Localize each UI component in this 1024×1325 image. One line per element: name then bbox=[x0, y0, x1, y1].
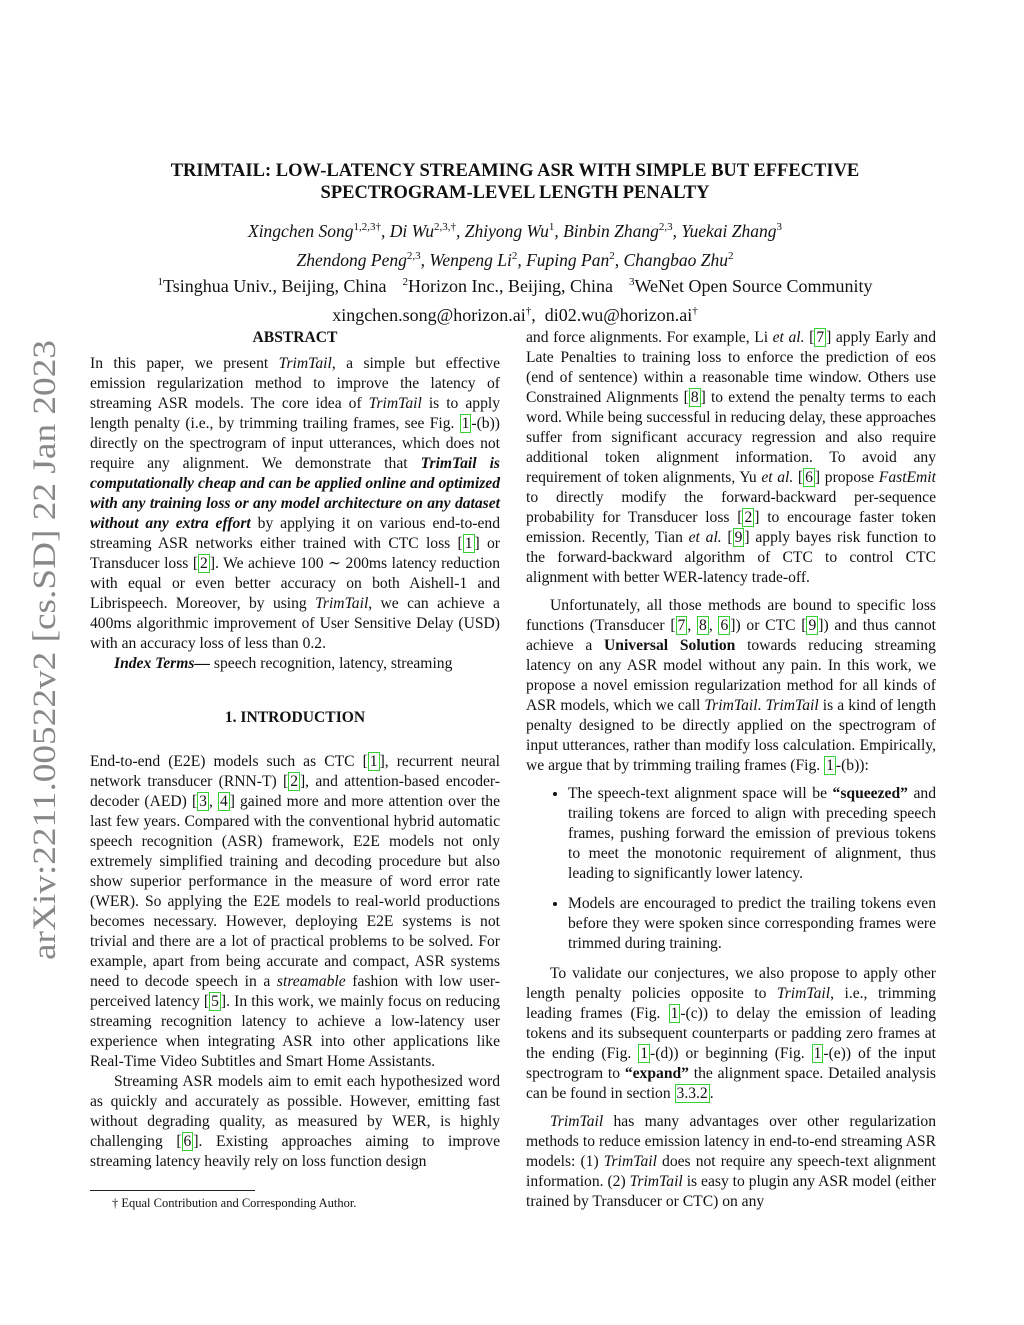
title-line-1: TRIMTAIL: LOW-LATENCY STREAMING ASR WITH SIMPLE BUT EFFECTIVE bbox=[170, 161, 860, 181]
author-name: Zhiyong Wu bbox=[464, 220, 549, 241]
section-ref[interactable]: 3.3.2 bbox=[676, 1085, 708, 1102]
author-name: Wenpeng Li bbox=[429, 249, 512, 270]
abstract-text: In this paper, we present TrimTail, a simple but effective emission regularization method to improve the latency of streaming ASR models. The core idea of TrimTail is to apply length penalty (i.e., by trimming trailing frames, see Fig. 1 -(b)) directly on the spectrogram of input utterances, which does not require any alignment. We demonstrate that TrimTail is computationally cheap and can be applied online and optimized with any training loss or any model architecture on any dataset without any extra effort by applying it on various end-to-end streaming ASR networks either trained with CTC loss [ 1 ] or Transducer loss [ 2 ]. We achieve 100 ∼ 200ms latency reduction with equal or even better accuracy on both Aishell-1 and Librispeech. Moreover, by using TrimTail, we can achieve a 400ms algorithmic improvement of User Sensitive Delay (USD) with an accuracy loss of less than 0.2. bbox=[90, 355, 501, 652]
intro-heading: 1. INTRODUCTION bbox=[224, 709, 366, 726]
affiliation-tsinghua: Tsinghua Univ., Beijing, China bbox=[162, 276, 387, 296]
author-sup: 3 bbox=[776, 221, 782, 233]
citation-link[interactable]: 8 bbox=[699, 617, 707, 634]
intro-paragraph-1: End-to-end (E2E) models such as CTC [ 1 ], recurrent neural network transducer (RNN-T) [ 2 ], and attention-based encoder-decoder (AED) [ 3 , 4 ] gained more and more attention over the last few years. Compared with the conventional hybrid automatic speech recognition (ASR) framework, E2E models not only extremely simplified training and decoding procedure but also show superior performance in the measure of word error rate (WER). So applying the E2E models to real-world productions becomes necessary. However, deploying E2E systems is not trivial and there are a lot of practical problems to be solved. For example, apart from being accurate and compact, ASR systems need to decode speech in a streamable fashion with low user-perceived latency [ 5 ]. In this work, we mainly focus on reducing streaming recognition latency to achieve a low-latency user experience when integrating ASR into other applications like Real-Time Video Subtitles and Smart Home Assistants. bbox=[90, 753, 501, 1070]
right-paragraph-4: TrimTail has many advantages over other regularization methods to reduce emission latency in end-to-end streaming ASR models: (1) TrimTail does not require any speech-text alignment information. (2) TrimTail is easy to plugin any ASR model (either trained by Transducer or CTC) on any bbox=[526, 1113, 937, 1210]
figure-ref[interactable]: 1 bbox=[461, 415, 470, 432]
citation-link[interactable]: 6 bbox=[805, 469, 813, 486]
author-sup: 2,3 bbox=[658, 221, 673, 233]
affil-sup: 2 bbox=[402, 276, 409, 288]
affiliation-line bbox=[90, 270, 940, 299]
citation-link[interactable]: 2 bbox=[290, 773, 298, 790]
affiliations bbox=[90, 270, 940, 328]
figure-ref[interactable]: 1 bbox=[640, 1045, 648, 1062]
author-name: Xingchen Song bbox=[248, 220, 354, 241]
right-paragraph-2: Unfortunately, all those methods are bound to specific loss functions (Transducer [ 7 , 8 , 6 ]) or CTC [ 9 ]) and thus cannot achieve a Universal Solution towards reducing streaming latency on any ASR model without any pain. In this work, we propose a novel emission regularization method for all kinds of ASR models, which we call TrimTail. TrimTail is a kind of length penalty designed to be directly applied on the spectrogram of input utterances, rather than modify loss calculation. Empirically, we argue that by trimming trailing frames (Fig. 1 -(b)): bbox=[526, 597, 937, 774]
figure-ref[interactable]: 1 bbox=[826, 757, 834, 774]
intro-paragraph-2: Streaming ASR models aim to emit each hypothesized word as quickly and accurately as possible. However, emitting fast without degrading quality, as measured by WER, is highly challenging [ 6 ]. Existing approaches aiming to improve streaming latency heavily rely on loss function design bbox=[90, 1073, 500, 1170]
author-sup: 2,3,† bbox=[433, 221, 456, 233]
email-link[interactable]: di02.wu@horizon.ai bbox=[544, 305, 693, 325]
citation-link[interactable]: 2 bbox=[744, 509, 753, 526]
author-name: Di Wu bbox=[389, 220, 434, 241]
author-sup: 1,2,3† bbox=[353, 221, 381, 233]
authors-line-2: Zhendong Peng$^{2,3}$, Wenpeng Li$^2$, Fuping Pan$^2$, Changbao Zhu$^2$ bbox=[296, 249, 734, 270]
author-name: Binbin Zhang bbox=[563, 220, 659, 241]
citation-link[interactable]: 3 bbox=[199, 793, 207, 810]
email-link[interactable]: xingchen.song@horizon.ai bbox=[332, 305, 526, 325]
citation-link[interactable]: 5 bbox=[211, 993, 219, 1010]
author-sup: 2 bbox=[511, 249, 518, 262]
index-terms: Index Terms— speech recognition, latency, streaming bbox=[114, 655, 453, 672]
author-name: Zhendong Peng bbox=[296, 249, 407, 270]
citation-link[interactable]: 8 bbox=[690, 389, 699, 406]
right-paragraph-1: and force alignments. For example, Li et al. [ 7 ] apply Early and Late Penalties to training loss to enforce the prediction of eos (end of sentence) within a reasonable time window. Others use Constrained Alignments [ 8 ] to extend the penalty terms to each word. While being successful in reducing delay, these approaches suffer from significant accuracy regression and also require additional token alignment information. To avoid any requirement of token alignments, Yu et al. [ 6 ] propose FastEmit to directly modify the forward-backward per-sequence probability for Transducer loss [ 2 ] to encourage faster token emission. Recently, Tian et al. [ 9 ] apply bayes risk function to the forward-backward algorithm of CTC to control CTC alignment with better WER-latency trade-off. bbox=[526, 329, 936, 586]
citation-link[interactable]: 2 bbox=[200, 555, 208, 572]
citation-link[interactable]: 7 bbox=[816, 329, 825, 346]
author-name: Changbao Zhu bbox=[623, 249, 728, 270]
right-paragraph-3: To validate our conjectures, we also propose to apply other length penalty policies opposite to TrimTail, i.e., trimming leading frames (Fig. 1 -(c)) to delay the emission of leading tokens and its subsequent counterparts or padding zero frames at the ending (Fig. 1 -(d)) or beginning (Fig. 1 -(e)) of the input spectrogram to “expand” the alignment space. Detailed analysis can be found in section 3.3.2 . bbox=[526, 965, 937, 1102]
affil-sup: 3 bbox=[629, 276, 635, 288]
list-item: • Models are encouraged to predict the trailing tokens even before they were spoken since corresponding frames were trimmed during training. bbox=[568, 894, 936, 954]
author-sup: 2 bbox=[609, 249, 615, 262]
author-sup: 2,3 bbox=[406, 249, 421, 262]
figure-ref[interactable]: 1 bbox=[813, 1045, 822, 1062]
author-list bbox=[90, 215, 940, 273]
authors-line-1: Xingchen Song$^{1,2,3\dagger}$, Di $Wu^{2,3,\dagger}$, Zhiyong Wu$^1$, Binbin Zhang$^{2,3}$, Yuekai Zhang$^3$ bbox=[248, 220, 782, 241]
figure-ref[interactable]: 1 bbox=[670, 1005, 679, 1022]
affiliation-wenet: WeNet Open Source Community bbox=[634, 276, 873, 296]
author-name: Yuekai Zhang bbox=[681, 220, 777, 241]
author-name: Fuping Pan bbox=[526, 249, 610, 270]
arxiv-identifier bbox=[0, 330, 75, 970]
author-sup: 2 bbox=[727, 249, 734, 262]
citation-link[interactable]: 4 bbox=[219, 793, 228, 810]
arxiv-id-text: arXiv:2211.00522v2 [cs.SD] 22 Jan 2023 bbox=[27, 411, 63, 960]
citation-link[interactable]: 6 bbox=[720, 617, 729, 634]
email-sup: † bbox=[692, 305, 698, 317]
title-line-2: SPECTROGRAM-LEVEL LENGTH PENALTY bbox=[320, 183, 710, 203]
paper-title bbox=[90, 160, 940, 204]
footnote-rule bbox=[90, 1190, 255, 1191]
email-line: xingchen.song@horizon.ai†, di02.wu@horizon.ai† bbox=[332, 305, 698, 325]
email-sup: † bbox=[525, 305, 532, 317]
author-sup: 1 bbox=[548, 221, 555, 233]
citation-link[interactable]: 1 bbox=[369, 753, 378, 770]
footnote: † Equal Contribution and Corresponding Author. bbox=[112, 1196, 357, 1210]
left-column bbox=[90, 328, 500, 1172]
citation-link[interactable]: 6 bbox=[183, 1133, 192, 1150]
citation-link[interactable]: 9 bbox=[808, 617, 817, 634]
affil-sup: 1 bbox=[157, 276, 163, 288]
list-item: • The speech-text alignment space will be “squeezed” and trailing tokens are forced to align with preceding speech frames, pushing forward the emission of previous tokens to meet the monotonic requirement of alignment, thus leading to significantly lower latency. bbox=[568, 784, 936, 884]
right-column bbox=[526, 328, 936, 1212]
affiliation-horizon: Horizon Inc., Beijing, China bbox=[408, 276, 613, 296]
abstract-heading: ABSTRACT bbox=[252, 329, 338, 346]
citation-link[interactable]: 7 bbox=[677, 617, 686, 634]
bullet-list bbox=[526, 784, 936, 954]
citation-link[interactable]: 1 bbox=[464, 535, 473, 552]
citation-link[interactable]: 9 bbox=[734, 529, 743, 546]
